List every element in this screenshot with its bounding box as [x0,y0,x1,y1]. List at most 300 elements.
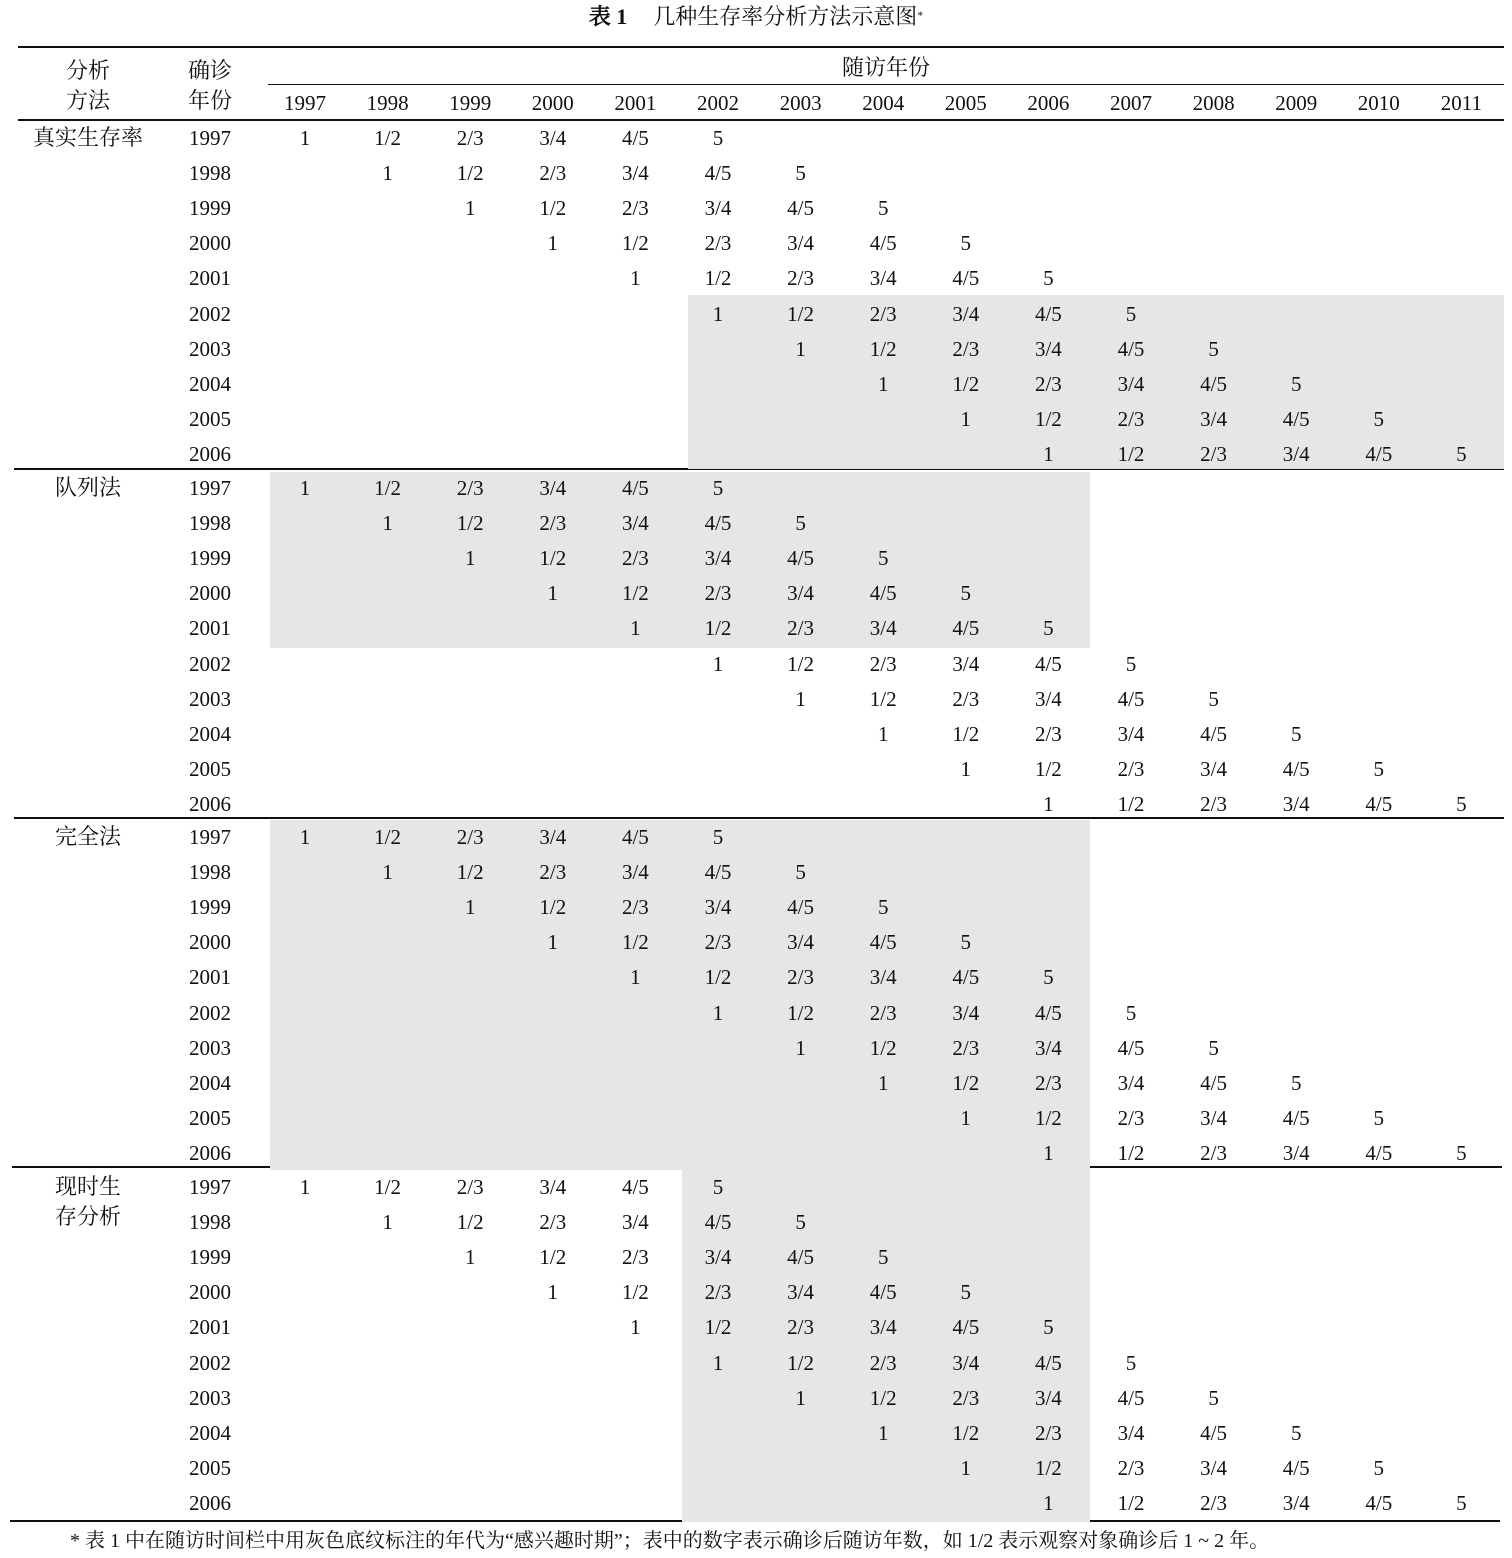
followup-cell: 4/5 [787,1245,815,1270]
followup-cell: 1/2 [704,965,732,990]
followup-cell: 2/3 [704,581,732,606]
followup-cell: 4/5 [869,581,897,606]
followup-cell: 3/4 [787,930,815,955]
table-title-text: 几种生存率分析方法示意图 [653,4,918,29]
followup-cell: 3/4 [1200,1105,1228,1130]
followup-cell: 3/4 [1282,791,1310,816]
method-header-line-2: 方法 [65,88,110,113]
method-label-line: 真实生存率 [32,125,143,150]
followup-cell: 5 [1043,616,1054,641]
followup-year-header: 2002 [697,91,739,115]
table-row [0,437,1512,472]
method-label-line: 完全法 [54,824,121,849]
followup-cell: 4/5 [1200,1070,1228,1095]
followup-cell: 4/5 [1117,336,1145,361]
diagnosis-year: 2004 [189,1420,231,1445]
followup-cell: 5 [712,476,724,500]
diagnosis-year: 2004 [189,721,231,746]
method-label-line: 存分析 [54,1204,121,1229]
followup-cell: 1/2 [787,1350,815,1375]
method-header-line-1: 分析 [65,58,110,83]
followup-cell: 1 [795,1035,806,1060]
followup-cell: 5 [1373,756,1385,781]
followup-year-header: 2009 [1275,91,1318,115]
followup-cell: 1/2 [456,1210,484,1235]
followup-cell: 2/3 [869,1350,897,1375]
followup-cell: 5 [712,1175,724,1199]
followup-cell: 3/4 [1200,756,1228,781]
followup-cell: 2/3 [456,126,484,150]
followup-cell: 5 [877,1245,889,1270]
diagnosis-year: 2000 [189,930,231,955]
followup-cell: 4/5 [787,895,815,920]
followup-cell: 3/4 [787,1280,815,1305]
table-row [0,1451,1512,1486]
followup-cell: 1 [1043,791,1054,816]
followup-cell: 1 [547,231,559,256]
table-row [0,925,1512,960]
diag-header-line-1: 确诊 [187,58,232,83]
diagnosis-year: 1997 [189,825,231,849]
followup-cell: 1/2 [1034,1455,1062,1480]
followup-cell: 4/5 [952,266,980,291]
followup-cell: 3/4 [787,581,815,606]
diagnosis-year: 2005 [189,1455,231,1480]
followup-year-header: 1997 [284,91,326,115]
followup-cell: 2/3 [1034,371,1062,396]
followup-cell: 3/4 [1117,721,1145,746]
table-row [0,787,1512,822]
table-row [0,1416,1512,1451]
followup-cell: 2/3 [1034,1420,1062,1445]
method-label-line: 现时生 [54,1174,121,1199]
followup-cell: 4/5 [1365,1140,1393,1165]
followup-cell: 2/3 [621,196,649,221]
followup-cell: 1 [795,686,806,711]
table-row [0,1381,1512,1416]
followup-cell: 5 [877,196,889,221]
followup-cell: 3/4 [539,476,567,500]
followup-cell: 2/3 [952,1035,980,1060]
followup-year-header: 2008 [1192,91,1235,115]
followup-cell: 5 [1043,965,1054,990]
followup-cell: 1/2 [952,1420,980,1445]
followup-cell: 3/4 [1117,1420,1145,1445]
followup-cell: 4/5 [1200,1420,1228,1445]
followup-cell: 3/4 [1034,686,1062,711]
table-row [0,576,1512,611]
followup-cell: 4/5 [704,860,732,885]
followup-cell: 3/4 [621,1210,649,1235]
followup-cell: 5 [1208,686,1219,711]
followup-cell: 2/3 [539,860,567,885]
followup-cell: 1/2 [869,1385,897,1410]
followup-cell: 1 [630,1315,641,1340]
followup-cell: 1/2 [539,546,567,571]
followup-cell: 1/2 [539,196,567,221]
followup-cell: 2/3 [539,161,567,186]
followup-year-header: 2007 [1110,91,1152,115]
diagnosis-year: 1998 [189,161,231,186]
followup-cell: 1 [960,1105,972,1130]
title-footnote-mark: * [917,8,924,22]
followup-cell: 1 [712,651,724,676]
followup-cell: 1 [547,581,559,606]
table-row [0,820,1512,855]
followup-cell: 5 [712,126,724,150]
followup-cell: 1/2 [869,1035,897,1060]
followup-cell: 1/2 [1034,1105,1062,1130]
diagnosis-year: 2005 [189,406,231,431]
table-row [0,1346,1512,1381]
followup-cell: 4/5 [704,1210,732,1235]
table-row [0,402,1512,437]
followup-cell: 1 [960,756,972,781]
followup-cell: 4/5 [704,511,732,536]
followup-cell: 2/3 [1034,721,1062,746]
followup-cell: 2/3 [621,546,649,571]
followup-cell: 3/4 [704,546,732,571]
followup-cell: 2/3 [1200,791,1228,816]
followup-cell: 4/5 [1365,441,1393,466]
followup-cell: 2/3 [787,616,815,641]
followup-cell: 3/4 [869,965,897,990]
followup-cell: 5 [1290,371,1302,396]
followup-cell: 1/2 [952,1070,980,1095]
table-row [0,1101,1512,1136]
followup-cell: 4/5 [1282,1455,1310,1480]
followup-cell: 5 [1456,791,1467,816]
followup-cell: 4/5 [1117,1385,1145,1410]
followup-cell: 5 [960,231,972,256]
followup-cell: 5 [960,581,972,606]
followup-cell: 4/5 [1034,651,1062,676]
followup-cell: 2/3 [1200,441,1228,466]
followup-cell: 1/2 [621,930,649,955]
followup-cell: 1/2 [539,1245,567,1270]
followup-cell: 1 [464,196,476,221]
followup-cell: 1 [960,406,972,431]
followup-cell: 5 [1290,721,1302,746]
diagnosis-year: 2003 [189,686,231,711]
followup-cell: 3/4 [1117,371,1145,396]
diagnosis-year: 1997 [189,476,231,500]
followup-cell: 2/3 [704,231,732,256]
followup-cell: 1/2 [952,721,980,746]
followup-cell: 1 [547,930,559,955]
followup-cell: 1 [299,1175,311,1199]
followup-cell: 4/5 [869,231,897,256]
followup-cell: 1/2 [374,126,402,150]
followup-cell: 1/2 [374,825,402,849]
diagnosis-year: 1999 [189,895,231,920]
followup-cell: 3/4 [1034,1035,1062,1060]
followup-cell: 3/4 [952,1350,980,1375]
followup-cell: 5 [1208,1035,1219,1060]
followup-cell: 1 [877,1070,889,1095]
followup-cell: 1 [877,371,889,396]
followup-cell: 4/5 [1282,406,1310,431]
followup-cell: 5 [1456,1140,1467,1165]
followup-cell: 1/2 [704,266,732,291]
followup-cell: 1 [299,126,311,150]
followup-cell: 5 [1373,406,1385,431]
followup-cell: 4/5 [1282,1105,1310,1130]
diagnosis-year: 2005 [189,756,231,781]
table-row [0,367,1512,402]
followup-cell: 1/2 [787,301,815,326]
followup-cell: 2/3 [704,1280,732,1305]
followup-cell: 1/2 [1117,1490,1145,1515]
followup-cell: 2/3 [787,965,815,990]
followup-cell: 4/5 [787,196,815,221]
diagnosis-year: 2003 [189,1385,231,1410]
table-row [0,1031,1512,1066]
followup-cell: 2/3 [1034,1070,1062,1095]
table-row [0,1136,1512,1171]
followup-cell: 2/3 [1117,1455,1145,1480]
followup-cell: 1 [382,860,393,885]
followup-year-header: 1999 [449,91,492,115]
followup-year-header: 2006 [1027,91,1070,115]
followup-cell: 3/4 [539,126,567,150]
followup-cell: 1/2 [456,860,484,885]
diagnosis-year: 2006 [189,1140,231,1165]
followup-year-header: 2004 [862,91,905,115]
method-label-line: 队列法 [54,475,121,500]
followup-cell: 3/4 [539,1175,567,1199]
followup-cell: 2/3 [869,1000,897,1025]
followup-cell: 2/3 [787,266,815,291]
followup-cell: 1/2 [869,336,897,361]
followup-cell: 4/5 [952,1315,980,1340]
followup-cell: 3/4 [952,301,980,326]
followup-cell: 1 [1043,1490,1054,1515]
diagnosis-year: 1998 [189,511,231,536]
followup-cell: 5 [1208,1385,1219,1410]
followup-cell: 5 [1373,1455,1385,1480]
followup-cell: 5 [877,895,889,920]
followup-cell: 4/5 [1034,301,1062,326]
followup-cell: 1 [877,1420,889,1445]
followup-cell: 5 [1043,266,1054,291]
followup-cell: 3/4 [704,196,732,221]
table-row [0,261,1512,296]
table-row [0,996,1512,1031]
followup-cell: 2/3 [952,686,980,711]
followup-cell: 5 [1290,1070,1302,1095]
followup-cell: 4/5 [621,476,649,500]
table-row [0,890,1512,925]
followup-cell: 3/4 [787,231,815,256]
followup-cell: 1/2 [1117,1140,1145,1165]
followup-cell: 5 [960,1280,972,1305]
followup-cell: 5 [1125,651,1137,676]
followup-cell: 2/3 [704,930,732,955]
followup-cell: 4/5 [1117,1035,1145,1060]
followup-cell: 1 [877,721,889,746]
followup-cell: 5 [877,546,889,571]
table-row [0,752,1512,787]
followup-cell: 1 [630,266,641,291]
followup-year-header: 1998 [366,91,409,115]
followup-cell: 2/3 [1200,1490,1228,1515]
followup-cell: 5 [1373,1105,1385,1130]
followup-header-rule [268,84,1504,85]
followup-cell: 3/4 [704,1245,732,1270]
followup-cell: 4/5 [869,930,897,955]
followup-cell: 4/5 [621,825,649,849]
followup-cell: 4/5 [1365,791,1393,816]
followup-cell: 5 [795,860,806,885]
followup-cell: 5 [1125,301,1137,326]
diagnosis-year: 2006 [189,791,231,816]
followup-year-header: 2000 [531,91,574,115]
diagnosis-year: 2001 [189,965,231,990]
followup-cell: 3/4 [1282,441,1310,466]
followup-cell: 1 [382,161,393,186]
table-row [0,332,1512,367]
followup-cell: 1 [464,895,476,920]
table-row [0,682,1512,717]
followup-cell: 1/2 [621,581,649,606]
followup-cell: 1/2 [456,511,484,536]
followup-cell: 1 [630,616,641,641]
diag-year-column-header [170,56,250,116]
followup-cell: 2/3 [1117,406,1145,431]
followup-cell: 5 [1208,336,1219,361]
method-column-header [18,56,158,116]
diagnosis-year: 1997 [189,1175,231,1199]
followup-cell: 2/3 [869,651,897,676]
followup-cell: 1/2 [1117,791,1145,816]
table-row [0,506,1512,541]
diagnosis-year: 2001 [189,616,231,641]
followup-cell: 3/4 [1282,1490,1310,1515]
followup-year-header: 2011 [1440,91,1482,115]
followup-cell: 3/4 [869,1315,897,1340]
followup-cell: 3/4 [1117,1070,1145,1095]
followup-cell: 2/3 [456,825,484,849]
followup-cell: 3/4 [1034,336,1062,361]
top-rule [18,46,1504,48]
followup-cell: 1/2 [1034,756,1062,781]
followup-cell: 1 [1043,441,1054,466]
followup-year-header: 2010 [1357,91,1400,115]
diagnosis-year: 2000 [189,581,231,606]
followup-cell: 2/3 [621,1245,649,1270]
followup-cell: 1/2 [621,231,649,256]
table-row [0,1066,1512,1101]
followup-cell: 2/3 [869,301,897,326]
followup-cell: 5 [712,825,724,849]
diagnosis-year: 1999 [189,196,231,221]
followup-cell: 1 [547,1280,559,1305]
table-label: 表 1 [588,4,628,29]
followup-cell: 1/2 [869,686,897,711]
table-row [0,1170,1512,1205]
followup-cell: 2/3 [1117,1105,1145,1130]
followup-cell: 1 [1043,1140,1054,1165]
followup-cell: 1/2 [374,476,402,500]
table-row [0,121,1512,156]
followup-cell: 4/5 [1282,756,1310,781]
followup-cell: 1 [712,301,724,326]
followup-years-header: 随访年份 [841,55,930,80]
followup-cell: 4/5 [1117,686,1145,711]
table-row [0,717,1512,752]
followup-cell: 3/4 [1200,1455,1228,1480]
followup-cell: 3/4 [869,266,897,291]
diagnosis-year: 2005 [189,1105,231,1130]
table-row [0,297,1512,332]
followup-cell: 2/3 [621,895,649,920]
followup-cell: 4/5 [952,616,980,641]
diagnosis-year: 1999 [189,546,231,571]
followup-cell: 5 [795,1210,806,1235]
diagnosis-year: 1999 [189,1245,231,1270]
table-row [0,471,1512,506]
followup-cell: 1 [960,1455,972,1480]
followup-cell: 1/2 [621,1280,649,1305]
followup-cell: 2/3 [539,511,567,536]
followup-cell: 1 [382,1210,393,1235]
diagnosis-year: 1998 [189,860,231,885]
followup-cell: 2/3 [456,476,484,500]
followup-cell: 2/3 [1117,756,1145,781]
followup-cell: 1/2 [374,1175,402,1199]
followup-cell: 5 [1125,1350,1137,1375]
followup-cell: 3/4 [621,511,649,536]
followup-cell: 5 [795,511,806,536]
table-row [0,647,1512,682]
followup-cell: 3/4 [621,860,649,885]
table-row [0,191,1512,226]
followup-cell: 2/3 [456,1175,484,1199]
table-title [0,2,1512,32]
table-row [0,156,1512,191]
followup-cell: 1/2 [787,1000,815,1025]
followup-cell: 1/2 [952,371,980,396]
followup-cell: 1 [464,546,476,571]
followup-cell: 5 [795,161,806,186]
followup-cell: 1 [712,1350,724,1375]
table-row [0,541,1512,576]
table-row [0,960,1512,995]
followup-cell: 4/5 [1200,721,1228,746]
diagnosis-year: 2003 [189,336,231,361]
followup-cell: 4/5 [1034,1000,1062,1025]
table-row [0,611,1512,646]
followup-year-header: 2005 [944,91,987,115]
followup-year-header: 2001 [614,91,657,115]
followup-cell: 3/4 [1200,406,1228,431]
diagnosis-year: 2002 [189,1350,231,1375]
followup-cell: 1/2 [704,1315,732,1340]
followup-cell: 3/4 [1034,1385,1062,1410]
followup-cell: 2/3 [1200,1140,1228,1165]
followup-cell: 3/4 [869,616,897,641]
followup-year-header: 2003 [779,91,822,115]
diagnosis-year: 2001 [189,266,231,291]
diagnosis-year: 1998 [189,1210,231,1235]
followup-cell: 1/2 [1117,441,1145,466]
followup-cell: 1/2 [704,616,732,641]
table-row [0,226,1512,261]
followup-cell: 5 [1456,441,1467,466]
followup-cell: 3/4 [952,651,980,676]
followup-cell: 1 [630,965,641,990]
